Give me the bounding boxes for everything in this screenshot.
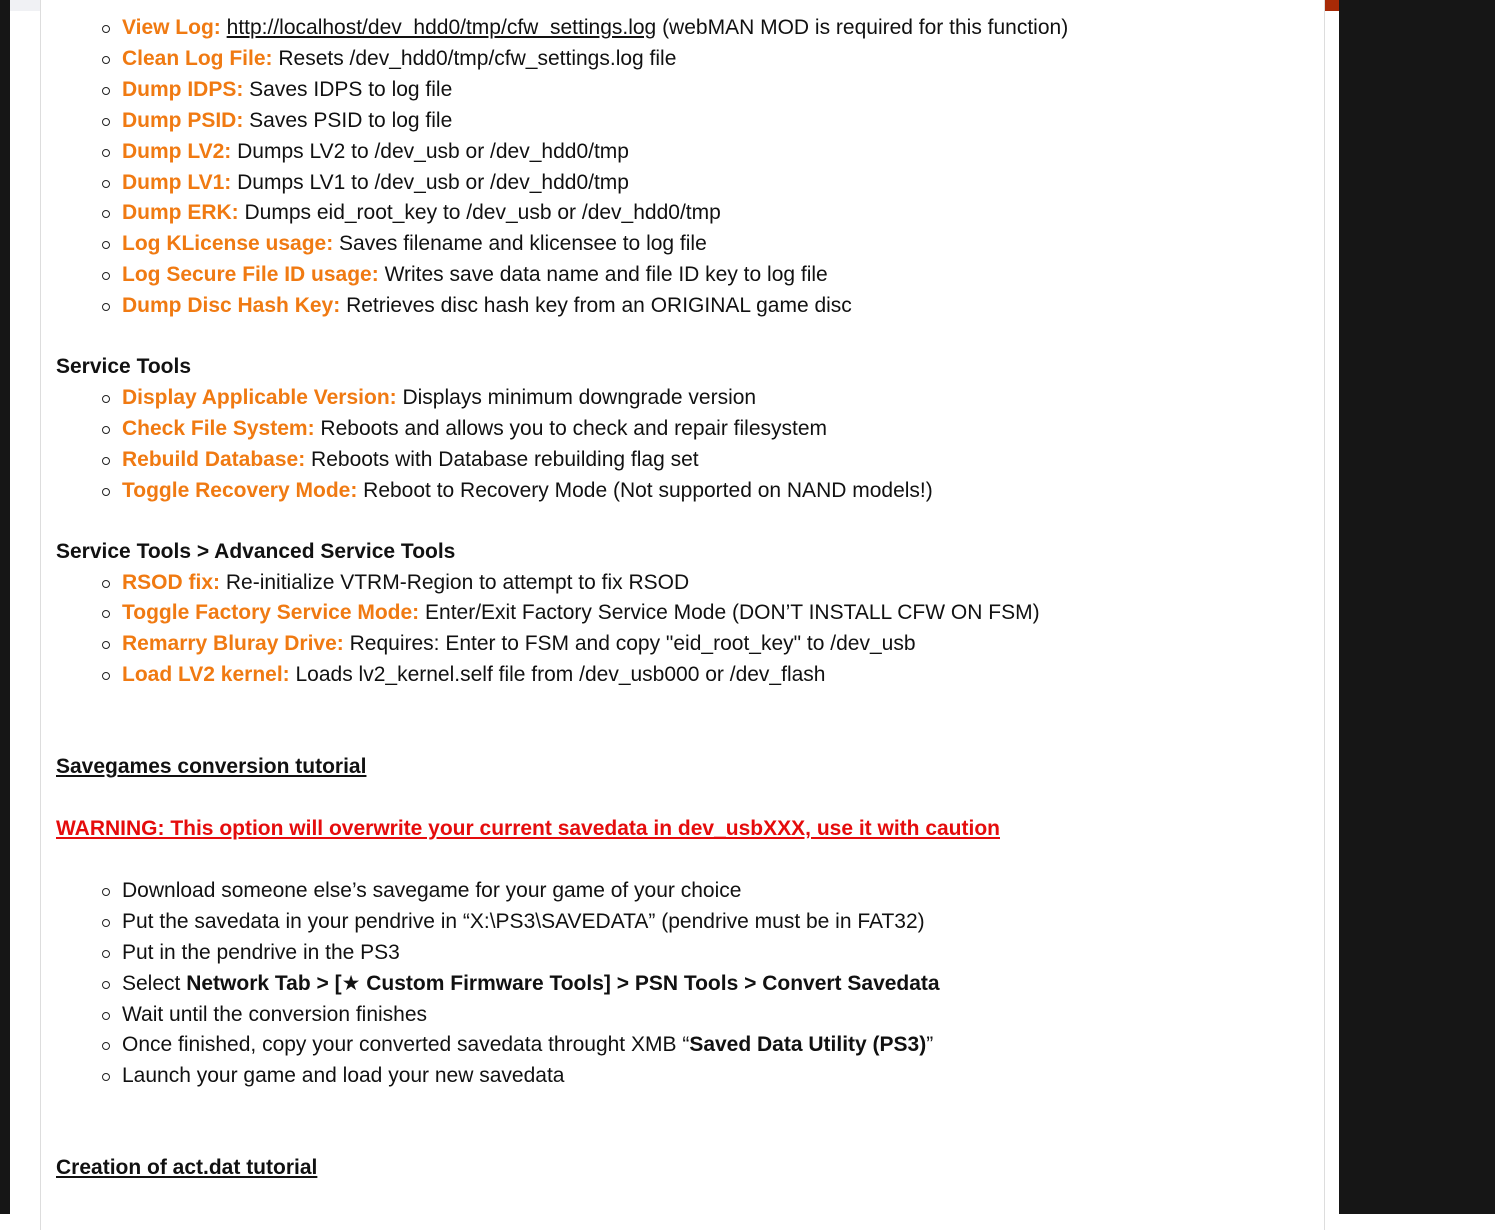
right-dark-bar [1339,0,1495,1214]
item-key: Check File System: [122,416,315,440]
step-text: Download someone else’s savegame for your game of your choice [122,878,742,902]
item-desc: (webMAN MOD is required for this function) [656,16,1069,39]
item-key: Dump Disc Hash Key: [122,294,341,318]
item-desc: Dumps eid_root_key to /dev_usb or /dev_hdd0/tmp [238,201,721,225]
list-item [56,291,1321,322]
advanced-tools-list [56,568,1321,692]
step-text: Select [122,971,187,995]
item-key: Dump PSID: [122,108,244,132]
item-key: Log KLicense usage: [122,232,334,256]
item-key: Toggle Recovery Mode: [122,478,358,502]
step-text: Put the savedata in your pendrive in “X:\PS3\SAVEDATA” (pendrive must be in FAT32) [122,909,925,933]
list-item [56,1061,1321,1092]
list-item [56,938,1321,969]
item-desc: Saves IDPS to log file [243,77,453,101]
section-heading-savegames: Savegames conversion tutorial [56,755,367,779]
list-item [56,598,1321,629]
item-key: Display Applicable Version: [122,385,397,409]
item-desc: Resets /dev_hdd0/tmp/cfw_settings.log file [272,46,677,70]
item-key: Dump LV1: [122,170,232,194]
list-item [56,876,1321,907]
list-item [56,13,1321,44]
debug-tools-list [56,13,1321,322]
section-heading-actdat: Creation of act.dat tutorial [56,1156,318,1180]
list-item [56,1030,1321,1061]
log-link[interactable]: http://localhost/dev_hdd0/tmp/cfw_settings.log [226,16,657,39]
service-tools-list [56,383,1321,507]
item-key: Dump IDPS: [122,77,244,101]
item-key: RSOD fix: [122,570,221,594]
section-heading-advanced-service-tools: Service Tools > Advanced Service Tools [56,539,456,563]
item-key: Dump ERK: [122,201,239,225]
list-item [56,907,1321,938]
section-heading-service-tools: Service Tools [56,355,192,379]
list-item [56,260,1321,291]
list-item [56,445,1321,476]
item-key: Dump LV2: [122,139,232,163]
item-desc: Loads lv2_kernel.self file from /dev_usb000 or /dev_flash [289,663,826,687]
list-item [56,383,1321,414]
list-item [56,629,1321,660]
item-desc: Writes save data name and file ID key to log file [378,263,828,287]
list-item [56,969,1321,1000]
list-item [56,660,1321,691]
item-key: Log Secure File ID usage: [122,263,379,287]
menu-path: Network Tab > [★ Custom Firmware Tools] > PSN Tools > Convert Savedata [186,971,940,995]
item-desc: Retrieves disc hash key from an ORIGINAL game disc [340,294,852,318]
item-desc: Saves PSID to log file [243,108,453,132]
list-item [56,137,1321,168]
step-text: Once finished, copy your converted savedata throught XMB “ [122,1033,690,1057]
list-item [56,168,1321,199]
item-desc: Saves filename and klicensee to log file [333,232,707,256]
list-item [56,568,1321,599]
left-dark-bar [0,0,10,1214]
item-desc: Displays minimum downgrade version [396,385,757,409]
list-item [56,75,1321,106]
item-desc: Requires: Enter to FSM and copy "eid_root_key" to /dev_usb [343,632,916,656]
item-key: Remarry Bluray Drive: [122,632,344,656]
item-desc: Reboots with Database rebuilding flag set [305,447,699,471]
list-item [56,476,1321,507]
item-desc: Enter/Exit Factory Service Mode (DON’T INSTALL CFW ON FSM) [419,601,1040,625]
step-text: Put in the pendrive in the PS3 [122,940,400,964]
step-text: Launch your game and load your new savedata [122,1064,565,1088]
list-item [56,106,1321,137]
savegames-steps-list [56,876,1321,1092]
step-text: Wait until the conversion finishes [122,1002,428,1026]
list-item [56,229,1321,260]
item-key: View Log: [122,16,221,39]
item-key: Rebuild Database: [122,447,306,471]
warning-text: WARNING: This option will overwrite your current savedata in dev_usbXXX, use it with caution [56,817,1000,841]
item-key: Clean Log File: [122,46,273,70]
item-desc: Reboots and allows you to check and repair filesystem [314,416,828,440]
item-desc: Reboot to Recovery Mode (Not supported on NAND models!) [357,478,933,502]
list-item [56,198,1321,229]
item-desc: Dumps LV1 to /dev_usb or /dev_hdd0/tmp [231,170,629,194]
item-key: Load LV2 kernel: [122,663,290,687]
utility-name: Saved Data Utility (PS3) [689,1033,927,1057]
list-item [56,1000,1321,1031]
list-item [56,414,1321,445]
list-item [56,44,1321,75]
article-body [56,13,1321,1184]
item-key: Toggle Factory Service Mode: [122,601,420,625]
item-desc: Re-initialize VTRM-Region to attempt to fix RSOD [220,570,690,594]
item-desc: Dumps LV2 to /dev_usb or /dev_hdd0/tmp [231,139,629,163]
step-text: ” [926,1033,934,1057]
